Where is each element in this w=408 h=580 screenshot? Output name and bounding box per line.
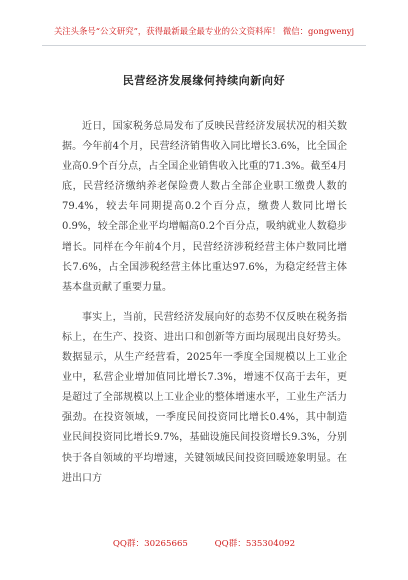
footer-qq-group-1: QQ群：30265665 xyxy=(112,539,188,549)
document-title: 民营经济发展缘何持续向新向好 xyxy=(122,74,286,87)
body-paragraph: 近日，国家税务总局发布了反映民营经济发展状况的相关数据。今年前4个月，民营经济销售收入同比增长3.6%，比全国企业高0.9个百分点，占全国企业销售收入比重的71.3%。截至4月底，民营经济缴纳养老保险费人数占全部企业职工缴费人数的79.4%，较去年同期提高0.2个百分点，缴费人数同比增长0.9%，较全部企业平均增幅高0.2个百分点，吸纳就业人数稳步增长。同样在今年前4个月，民营经济涉税经营主体户数同比增长7.6%，占全国涉税经营主体比重达97.6%，为稳定经营主体基本盘贡献了重要力量。 xyxy=(62,121,347,293)
body-paragraph: 事实上，当前，民营经济发展向好的态势不仅反映在税务指标上，在生产、投资、进出口和创新等方面均展现出良好势头。数据显示，从生产经营看，2025年一季度全国规模以上工业企业中，私营企业增加值同比增长7.3%，增速不仅高于去年，更是超过了全部规模以上工业企业的整体增速水平，工业生产活力强劲。在投资领域，一季度民间投资同比增长0.4%，其中制造业民间投资同比增长9.7%，基础设施民间投资增长9.3%，分别快于各自领域的平均增速，关键领域民间投资回暖迹象明显。在进出口方 xyxy=(62,311,347,484)
document-body xyxy=(62,117,347,529)
header-divider xyxy=(42,45,366,46)
header-banner: 关注头条号“公文研究”，获得最新最全最专业的公文资料库！ 微信：gongwenyj xyxy=(53,26,355,36)
footer-qq-group-2: QQ群：535304092 xyxy=(214,539,296,549)
footer xyxy=(0,537,408,549)
